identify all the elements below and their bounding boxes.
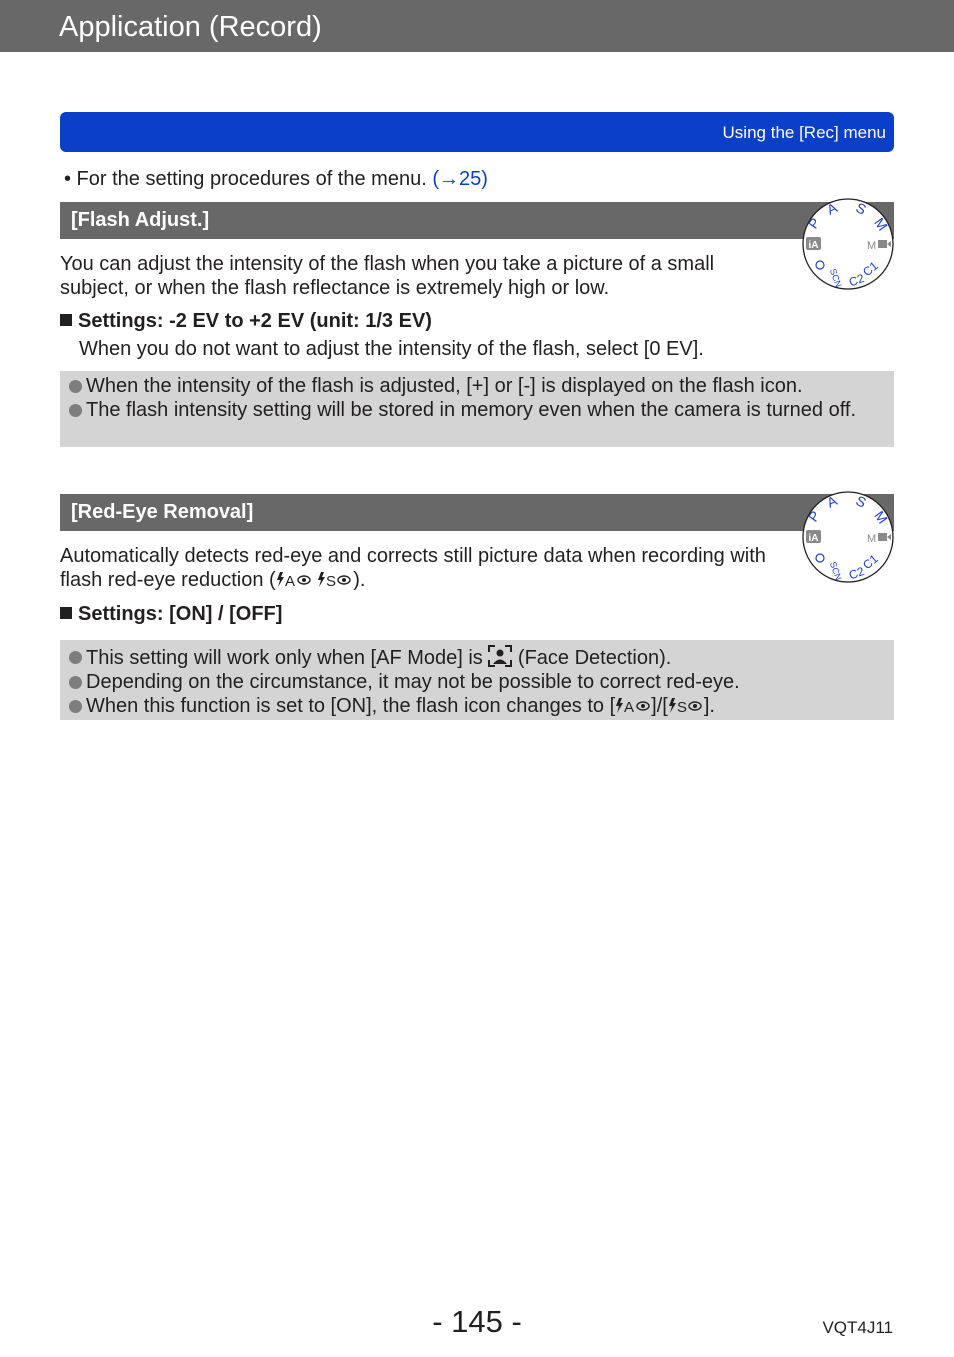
flash-adjust-description: You can adjust the intensity of the flash when you take a picture of a small subject, or when the flash reflectance is extremely high or low. <box>60 253 715 299</box>
note-item: The flash intensity setting will be stored in memory even when the camera is turned off. <box>60 398 894 422</box>
mode-dial-icon <box>801 197 895 291</box>
note-item: When the intensity of the flash is adjusted, [+] or [-] is displayed on the flash icon. <box>60 374 894 398</box>
note-item: When this function is set to [ON], the flash icon changes to [ ]/[ ]. <box>60 694 894 718</box>
bullet-dot-icon <box>69 700 82 713</box>
bullet-dot-icon <box>69 404 82 417</box>
mode-dial-icon <box>801 490 895 584</box>
nav-banner <box>60 112 894 152</box>
page-reference-link[interactable]: (→25) <box>432 168 488 190</box>
flash-adjust-settings-text: Settings: -2 EV to +2 EV (unit: 1/3 EV) <box>78 310 432 332</box>
flash-adjust-notes <box>60 371 894 447</box>
bullet-dot-icon <box>69 651 82 664</box>
flash-slow-red-eye-removal-icon <box>668 697 704 715</box>
flash-adjust-title: [Flash Adjust.] <box>71 209 210 231</box>
note-item: This setting will work only when [AF Mode] is (Face Detection). <box>60 645 894 670</box>
red-eye-settings-text: Settings: [ON] / [OFF] <box>78 603 283 625</box>
rec-menu-link[interactable]: Using the [Rec] menu <box>722 123 886 142</box>
intro-text: • For the setting procedures of the menu. <box>64 168 433 190</box>
red-eye-settings <box>60 602 282 626</box>
flash-auto-red-eye-icon <box>276 571 312 589</box>
red-eye-header <box>60 494 894 531</box>
square-bullet-icon <box>60 314 72 326</box>
red-eye-title: [Red-Eye Removal] <box>71 501 254 523</box>
red-eye-notes <box>60 640 894 720</box>
flash-adjust-header <box>60 202 894 239</box>
bullet-dot-icon <box>69 676 82 689</box>
face-detection-icon <box>488 645 512 667</box>
header-bar <box>0 0 954 52</box>
flash-adjust-settings-note: When you do not want to adjust the intensity of the flash, select [0 EV]. <box>79 338 704 360</box>
flash-adjust-settings <box>60 309 432 333</box>
bullet-dot-icon <box>69 380 82 393</box>
page-number: - 145 - <box>432 1304 522 1339</box>
flash-slow-red-eye-icon <box>317 571 353 589</box>
intro-note <box>64 167 488 191</box>
square-bullet-icon <box>60 607 72 619</box>
flash-auto-red-eye-removal-icon <box>615 697 651 715</box>
note-item: Depending on the circumstance, it may not be possible to correct red-eye. <box>60 670 894 694</box>
page-header-title: Application (Record) <box>59 11 322 43</box>
model-code: VQT4J11 <box>822 1318 893 1337</box>
red-eye-description: Automatically detects red-eye and corrects still picture data when recording with flash red-eye reduction ( ). <box>60 545 766 591</box>
